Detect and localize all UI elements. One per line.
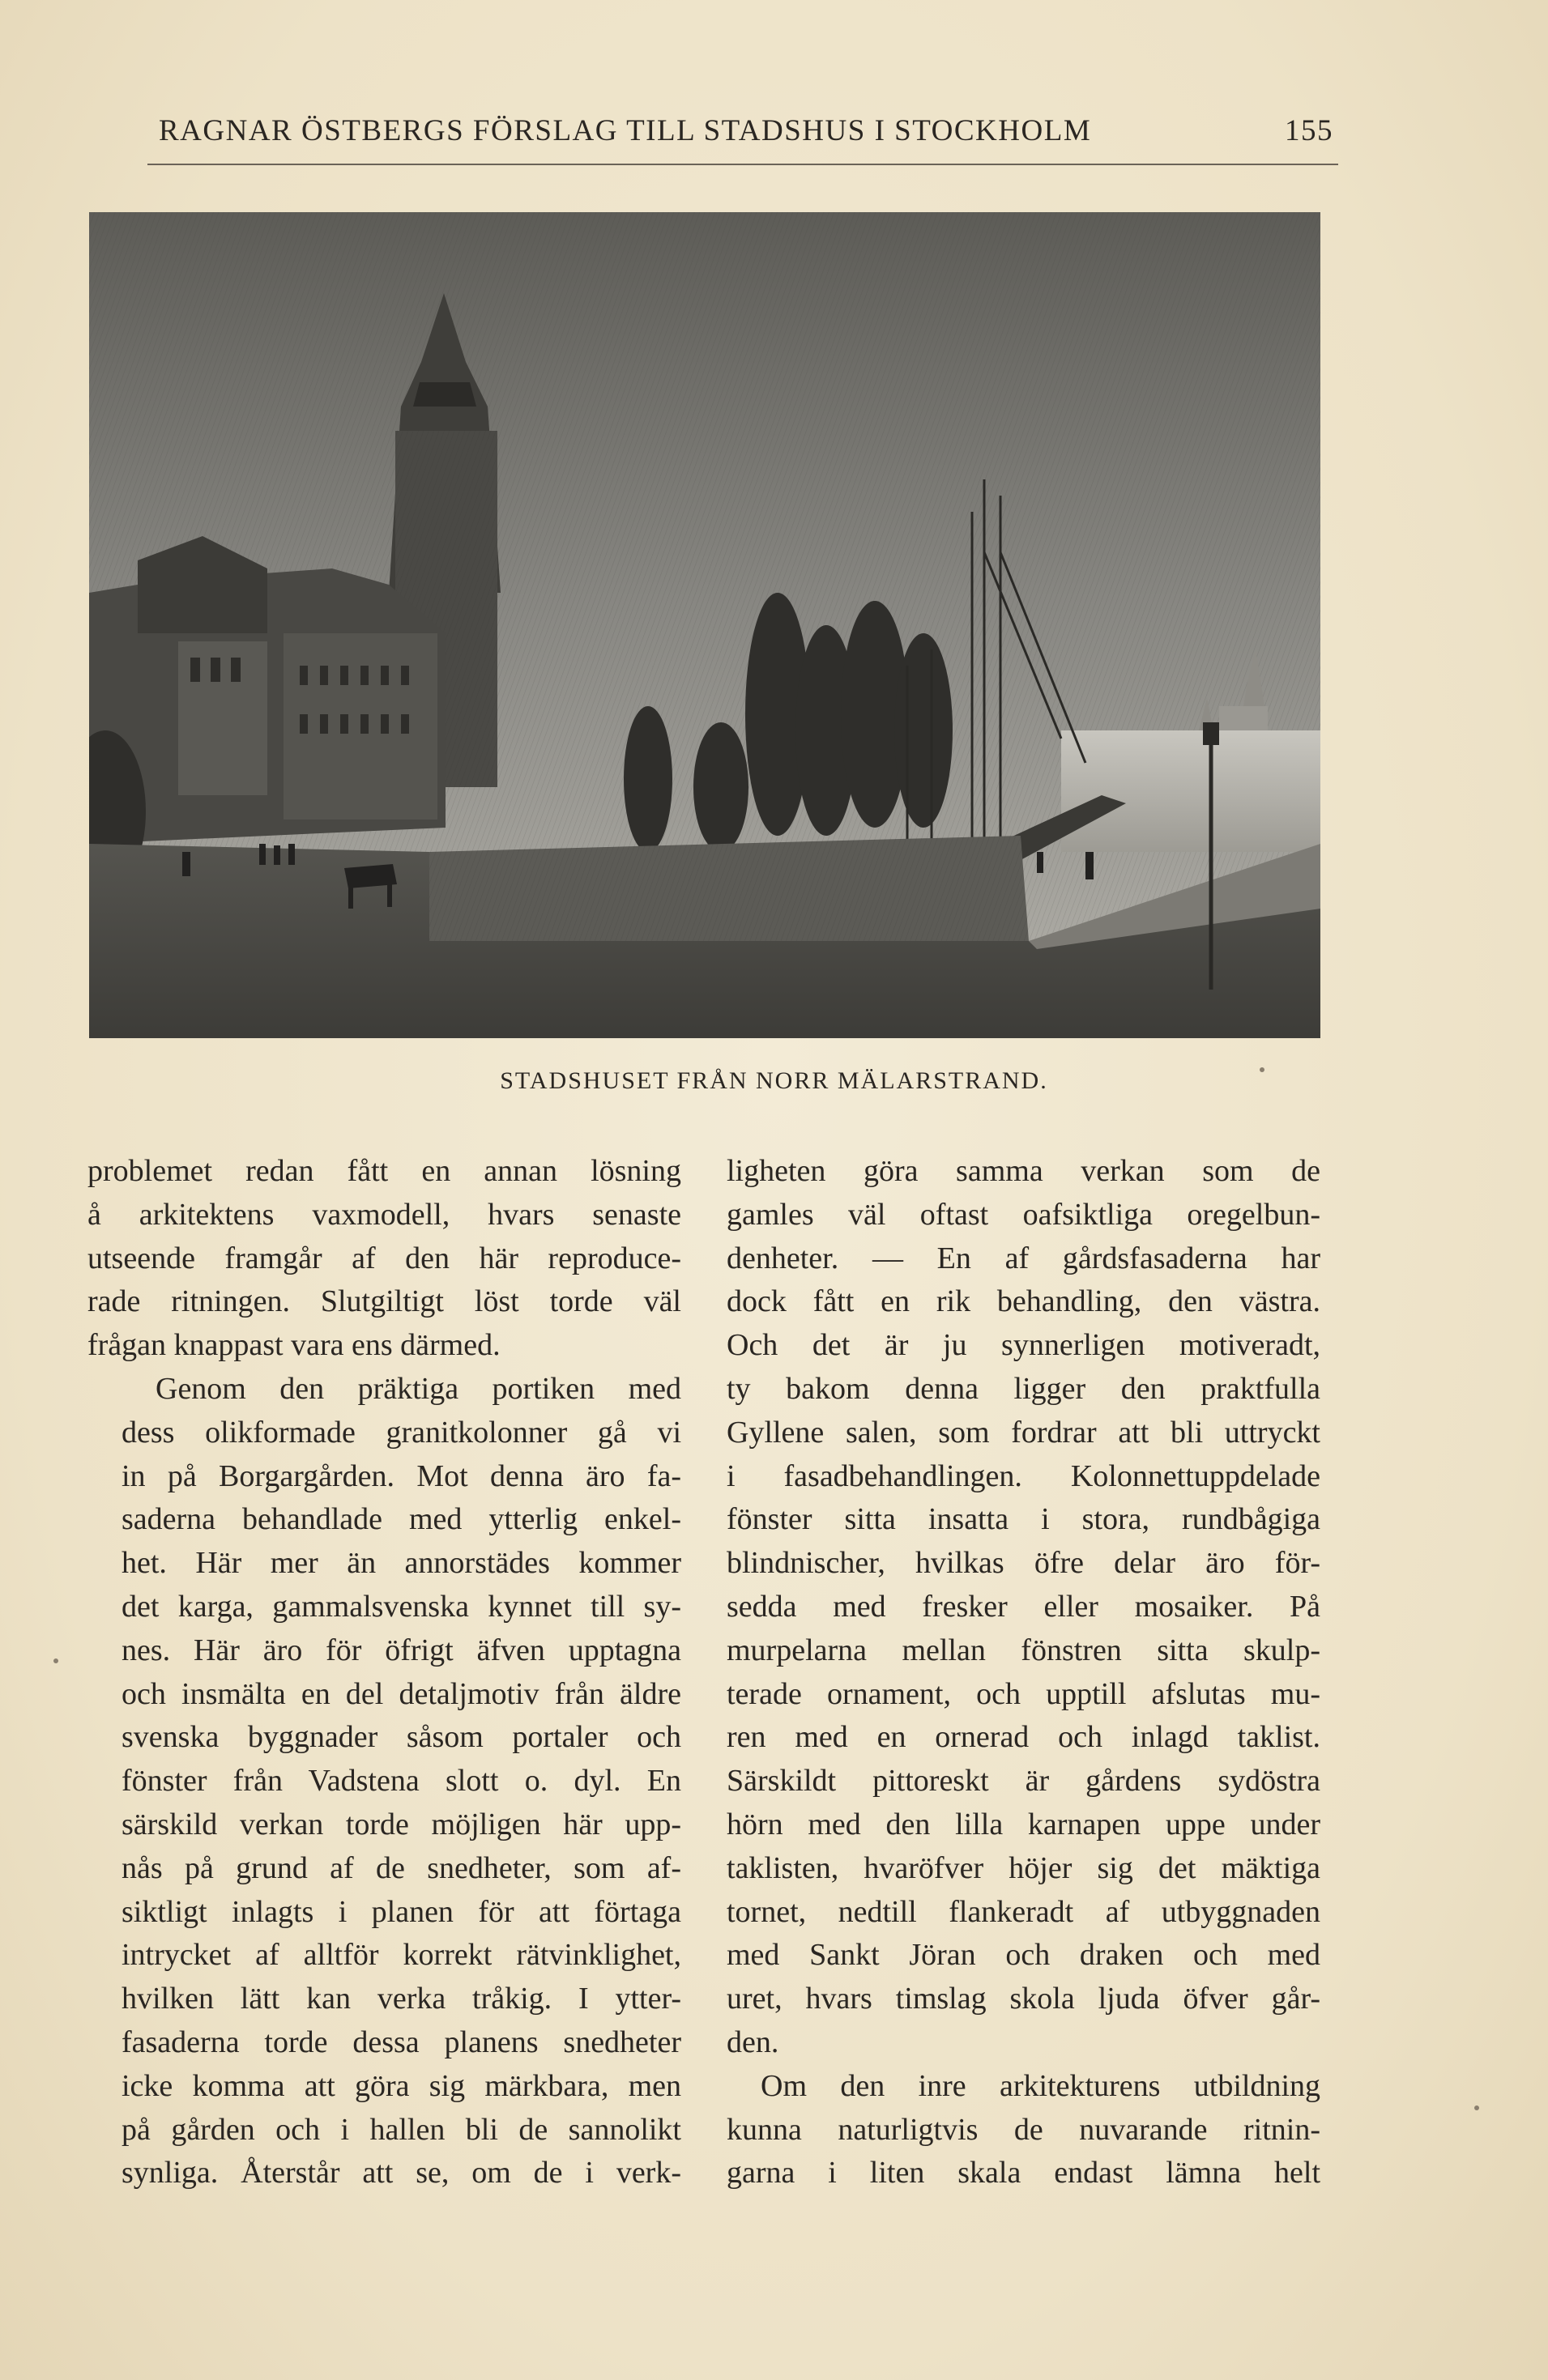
running-title: RAGNAR ÖSTBERGS FÖRSLAG TILL STADSHUS I STOCKHOLM <box>159 114 1092 147</box>
text-line: nes. Här äro för öfrigt äfven upptagna <box>122 1633 681 1667</box>
text-line: siktligt inlagts i planen för att förtaga <box>122 1894 681 1929</box>
page-number: 155 <box>1285 114 1333 147</box>
text-line: på gården och i hallen bli de sannolikt <box>122 2112 681 2147</box>
text-line: blindnischer, hvilkas öfre delar äro för- <box>727 1546 1320 1581</box>
text-line: problemet redan fått en annan lösning <box>87 1154 681 1188</box>
text-line: garna i liten skala endast lämna helt <box>727 2156 1320 2191</box>
text-line: fönster från Vadstena slott o. dyl. En <box>122 1764 681 1799</box>
text-line: Om den inre arkitekturens utbildning <box>761 2068 1320 2103</box>
text-line: å arkitektens vaxmodell, hvars senaste <box>87 1197 681 1232</box>
right-paragraph-1 <box>727 1150 1320 2065</box>
paper-speck <box>53 1658 58 1663</box>
text-line: taklisten, hvaröfver höjer sig det mäktiga <box>727 1850 1320 1885</box>
text-line: sedda med fresker eller mosaiker. På <box>727 1589 1320 1624</box>
figure-caption: STADSHUSET FRÅN NORR MÄLARSTRAND. <box>500 1067 1048 1094</box>
text-line: Och det är ju synnerligen motiveradt, <box>727 1328 1320 1363</box>
text-line: hvilken lätt kan verka tråkig. I ytter- <box>122 1982 681 2016</box>
header-rule <box>147 164 1338 165</box>
text-line: i fasadbehandlingen. Kolonnettuppdelade <box>727 1458 1320 1493</box>
text-line: hörn med den lilla karnapen uppe under <box>727 1807 1320 1841</box>
text-line: särskild verkan torde möjligen här upp- <box>122 1807 681 1841</box>
paper-speck <box>1474 2105 1479 2110</box>
text-line: svenska byggnader såsom portaler och <box>122 1720 681 1755</box>
text-line: utseende framgår af den här reproduce- <box>87 1241 681 1275</box>
text-line: intrycket af alltför korrekt rätvinklighet, <box>122 1938 681 1973</box>
text-line: ren med en ornerad och inlagd taklist. <box>727 1720 1320 1755</box>
paper-speck <box>1260 1067 1264 1072</box>
text-line: Särskildt pittoreskt är gårdens sydöstra <box>727 1764 1320 1799</box>
text-line: saderna behandlade med ytterlig enkel- <box>122 1502 681 1537</box>
text-line: ty bakom denna ligger den praktfulla <box>727 1371 1320 1406</box>
text-line: Genom den präktiga portiken med <box>156 1371 681 1406</box>
text-line: den. <box>727 2024 779 2059</box>
text-line: fönster sitta insatta i stora, rundbågiga <box>727 1502 1320 1537</box>
text-line: het. Här mer än annorstädes kommer <box>122 1546 681 1581</box>
left-paragraph-1 <box>87 1150 681 1368</box>
text-line: gamles väl oftast oafsiktliga oregelbun- <box>727 1197 1320 1232</box>
right-column <box>727 1150 1320 2195</box>
text-line: kunna naturligtvis de nuvarande ritnin- <box>727 2112 1320 2147</box>
text-line: uret, hvars timslag skola ljuda öfver går- <box>727 1982 1320 2016</box>
text-line: fasaderna torde dessa planens snedheter <box>122 2024 681 2059</box>
text-line: dess olikformade granitkolonner gå vi <box>122 1415 681 1450</box>
city-hall-illustration <box>89 212 1320 1038</box>
text-line: rade ritningen. Slutgiltigt löst torde väl <box>87 1284 681 1319</box>
text-line: dock fått en rik behandling, den västra. <box>727 1284 1320 1319</box>
text-line: frågan knappast vara ens därmed. <box>87 1328 501 1363</box>
text-line: det karga, gammalsvenska kynnet till sy- <box>122 1589 681 1624</box>
text-line: tornet, nedtill flankeradt af utbyggnaden <box>727 1894 1320 1929</box>
text-line: in på Borgargården. Mot denna äro fa- <box>122 1458 681 1493</box>
text-line: och insmälta en del detaljmotiv från äldre <box>122 1676 681 1711</box>
text-line: terade ornament, och upptill afslutas mu- <box>727 1676 1320 1711</box>
text-line: murpelarna mellan fönstren sitta skulp- <box>727 1633 1320 1667</box>
left-column <box>87 1150 681 2195</box>
text-line: nås på grund af de snedheter, som af- <box>122 1850 681 1885</box>
text-line: denheter. — En af gårdsfasaderna har <box>727 1241 1320 1275</box>
running-header <box>143 107 1341 155</box>
text-line: ligheten göra samma verkan som de <box>727 1154 1320 1188</box>
text-line: synliga. Återstår att se, om de i verk- <box>122 2156 681 2191</box>
right-paragraph-2 <box>727 2065 1320 2195</box>
left-paragraph-2 <box>87 1368 681 2195</box>
text-line: icke komma att göra sig märkbara, men <box>122 2068 681 2103</box>
text-line: Gyllene salen, som fordrar att bli uttryckt <box>727 1415 1320 1450</box>
text-line: med Sankt Jöran och draken och med <box>727 1938 1320 1973</box>
